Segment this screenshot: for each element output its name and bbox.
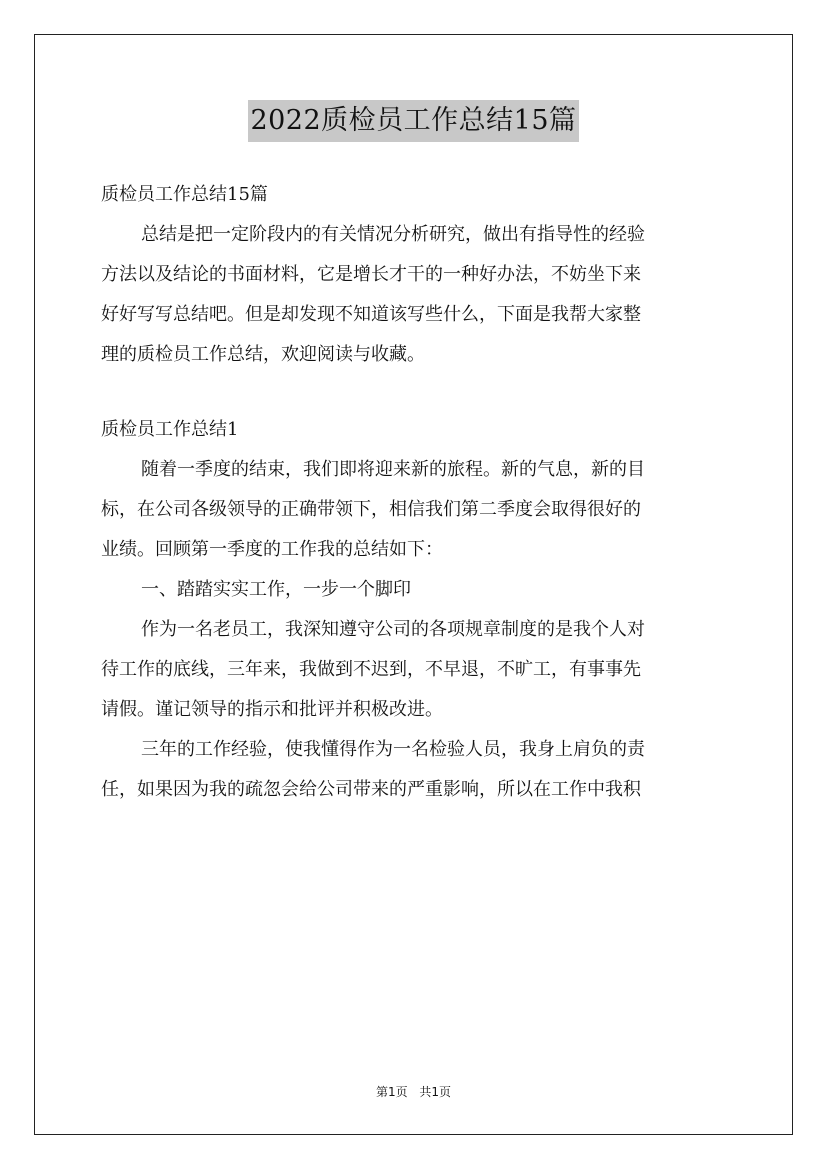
paragraph-line: 业绩。回顾第一季度的工作我的总结如下： <box>101 539 443 560</box>
page-total: 共1页 <box>419 1085 452 1099</box>
paragraph-line: 任，如果因为我的疏忽会给公司带来的严重影响，所以在工作中我积 <box>101 779 641 800</box>
paragraph-line: 请假。谨记领导的指示和批评并积极改进。 <box>101 699 443 720</box>
section-gap <box>101 375 727 410</box>
paragraph-line: 标，在公司各级领导的正确带领下，相信我们第二季度会取得很好的 <box>101 499 641 520</box>
intro-line: 总结是把一定阶段内的有关情况分析研究，做出有指导性的经验 <box>141 224 645 245</box>
title-container <box>0 100 827 142</box>
document-body <box>101 175 727 810</box>
section-heading: 质检员工作总结1 <box>101 419 239 440</box>
intro-line: 方法以及结论的书面材料，它是增长才干的一种好办法，不妨坐下来 <box>101 264 641 285</box>
page-number: 第1页 <box>375 1085 408 1099</box>
subtitle: 质检员工作总结15篇 <box>101 184 268 205</box>
intro-line: 好好写写总结吧。但是却发现不知道该写些什么，下面是我帮大家整 <box>101 304 641 325</box>
point-heading: 一、踏踏实实工作，一步一个脚印 <box>141 579 411 600</box>
paragraph-line: 随着一季度的结束，我们即将迎来新的旅程。新的气息，新的目 <box>141 459 645 480</box>
paragraph-line: 作为一名老员工，我深知遵守公司的各项规章制度的是我个人对 <box>141 619 645 640</box>
paragraph-line: 三年的工作经验，使我懂得作为一名检验人员，我身上肩负的责 <box>141 739 645 760</box>
document-title: 2022质检员工作总结15篇 <box>248 100 578 142</box>
intro-line: 理的质检员工作总结，欢迎阅读与收藏。 <box>101 344 425 365</box>
paragraph-line: 待工作的底线，三年来，我做到不迟到，不早退，不旷工，有事事先 <box>101 659 641 680</box>
page-footer <box>0 1083 827 1100</box>
